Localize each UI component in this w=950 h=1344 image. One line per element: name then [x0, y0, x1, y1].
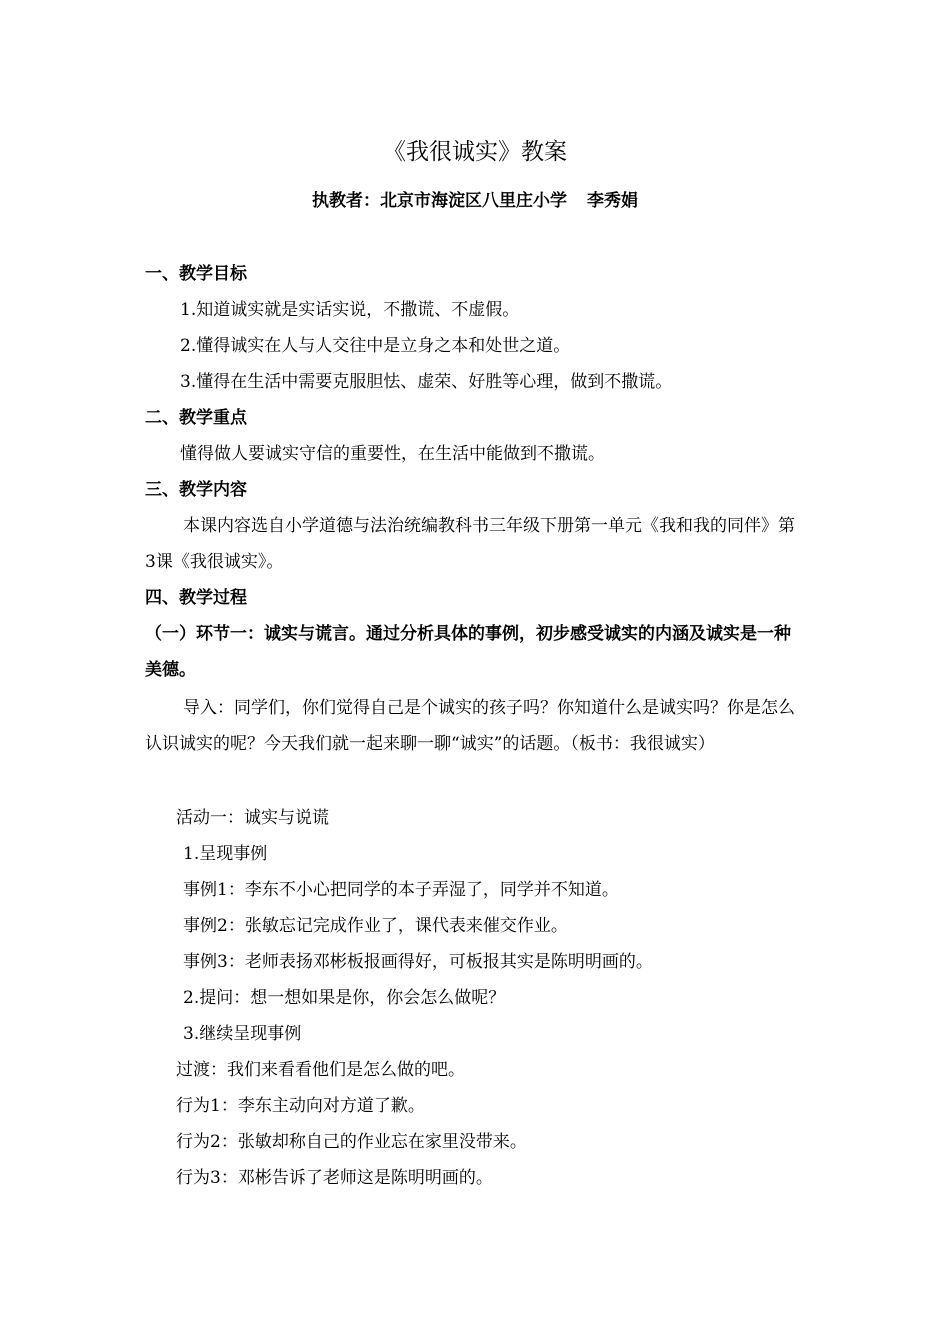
activity-title: 活动一：诚实与说谎: [176, 808, 329, 828]
intro-paragraph: 导入：同学们，你们觉得自己是个诚实的孩子吗？你知道什么是诚实吗？你是怎么认识诚实的呢？今天我们就一起来聊一聊“诚实”的话题。（板书：我很诚实）: [145, 698, 795, 754]
example-item: 事例3：老师表扬邓彬板报画得好，可板报其实是陈明明画的。: [183, 952, 653, 972]
behavior-item: 行为2：张敏却称自己的作业忘在家里没带来。: [176, 1132, 527, 1152]
section-heading-key-points: 二、教学重点: [145, 408, 247, 428]
behavior-item: 行为1：李东主动向对方道了歉。: [176, 1096, 425, 1116]
continue-label: 3.继续呈现事例: [183, 1024, 302, 1044]
section-heading-process: 四、教学过程: [145, 588, 247, 608]
document-title: 《我很诚实》教案: [383, 139, 567, 165]
step1-heading: （一）环节一：诚实与谎言。通过分析具体的事例，初步感受诚实的内涵及诚实是一种美德。: [145, 624, 791, 680]
question-label: 2.提问：想一想如果是你，你会怎么做呢？: [183, 988, 506, 1008]
example-item: 事例2：张敏忘记完成作业了，课代表来催交作业。: [183, 916, 568, 936]
objective-item: 2.懂得诚实在人与人交往中是立身之本和处世之道。: [180, 336, 571, 356]
author-name: 李秀娟: [587, 191, 638, 211]
objective-item: 1.知道诚实就是实话实说，不撒谎、不虚假。: [180, 300, 520, 320]
section-heading-objectives: 一、教学目标: [145, 264, 247, 284]
transition-text: 过渡：我们来看看他们是怎么做的吧。: [176, 1060, 465, 1080]
author-line: [0, 186, 950, 216]
author-label: 执教者：北京市海淀区八里庄小学: [312, 191, 567, 211]
content-paragraph: 本课内容选自小学道德与法治统编教科书三年级下册第一单元《我和我的同伴》第3课《我很诚实》。: [145, 516, 795, 572]
objective-item: 3.懂得在生活中需要克服胆怯、虚荣、好胜等心理，做到不撒谎。: [180, 372, 673, 392]
behavior-item: 行为3：邓彬告诉了老师这是陈明明画的。: [176, 1168, 493, 1188]
example-item: 事例1：李东不小心把同学的本子弄湿了，同学并不知道。: [183, 880, 619, 900]
section-heading-content: 三、教学内容: [145, 480, 247, 500]
present-cases-label: 1.呈现事例: [183, 844, 268, 864]
key-points-text: 懂得做人要诚实守信的重要性，在生活中能做到不撒谎。: [180, 444, 605, 464]
